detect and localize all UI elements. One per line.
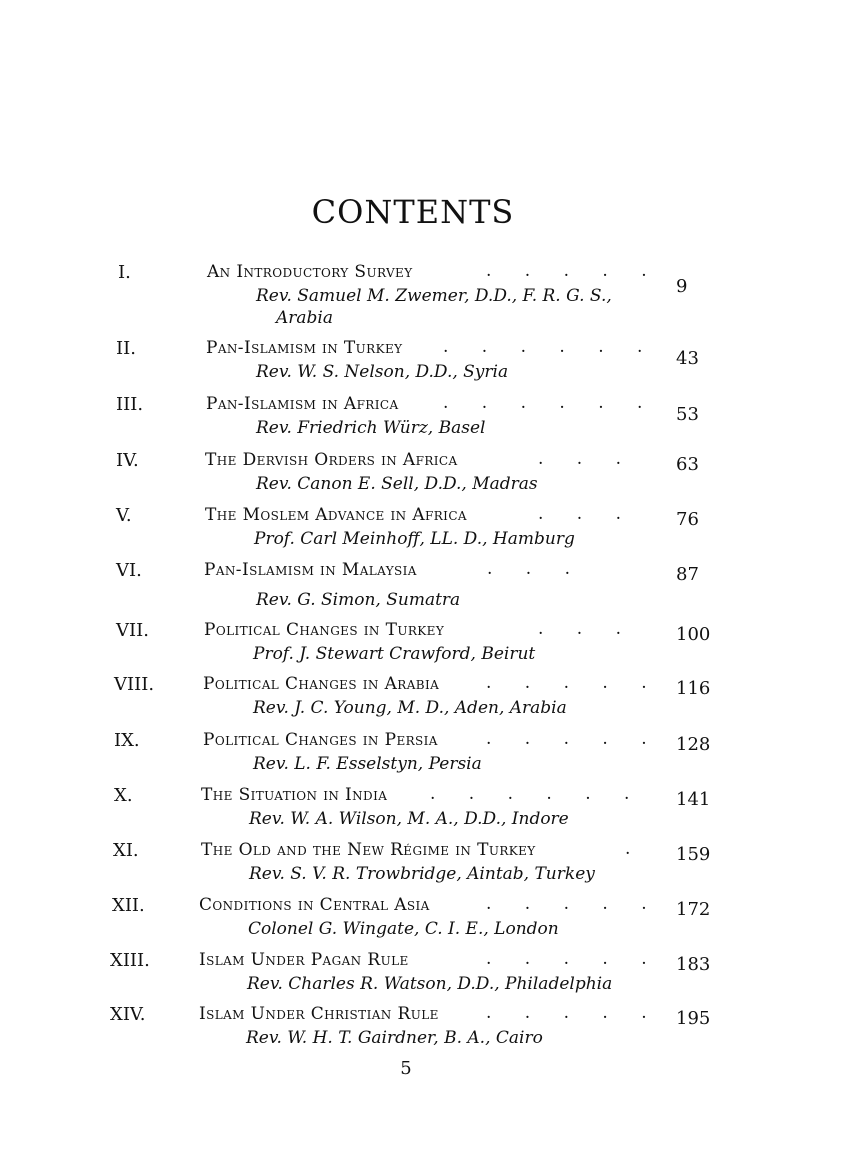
chapter-page-number: 128 xyxy=(676,734,711,755)
dot-leader: . . . . . xyxy=(486,894,661,914)
dot-leader: . . . . . xyxy=(486,949,661,969)
chapter-numeral: II. xyxy=(116,338,136,359)
chapter-page-number: 183 xyxy=(676,954,711,975)
chapter-title: Political Changes in Persia xyxy=(203,730,438,750)
chapter-title: Pan-Islamism in Malaysia xyxy=(204,560,417,580)
chapter-title: Political Changes in Turkey xyxy=(204,620,445,640)
chapter-author: Prof. J. Stewart Crawford, Beirut xyxy=(253,644,536,664)
chapter-page-number: 116 xyxy=(676,678,711,699)
chapter-page-number: 100 xyxy=(676,624,711,645)
chapter-numeral: X. xyxy=(114,785,133,806)
dot-leader: . . . . . . xyxy=(443,337,657,357)
chapter-page-number: 195 xyxy=(676,1008,711,1029)
chapter-author: Rev. L. F. Esselstyn, Persia xyxy=(253,754,482,774)
chapter-page-number: 159 xyxy=(676,844,711,865)
chapter-author: Prof. Carl Meinhoff, LL. D., Hamburg xyxy=(254,529,575,549)
chapter-title: Conditions in Central Asia xyxy=(199,895,430,915)
chapter-author: Rev. Samuel M. Zwemer, D.D., F. R. G. S., xyxy=(256,286,612,306)
chapter-numeral: XI. xyxy=(113,840,139,861)
dot-leader: . xyxy=(625,839,645,859)
dot-leader: . . . . . xyxy=(486,261,661,281)
chapter-numeral: III. xyxy=(116,394,144,415)
chapter-page-number: 141 xyxy=(676,789,711,810)
page-title: CONTENTS xyxy=(311,193,515,231)
chapter-author: Rev. S. V. R. Trowbridge, Aintab, Turkey xyxy=(249,864,595,884)
chapter-title: Islam Under Pagan Rule xyxy=(199,950,409,970)
chapter-page-number: 9 xyxy=(676,276,688,297)
dot-leader: . . . xyxy=(487,559,585,579)
chapter-title: An Introductory Survey xyxy=(207,262,413,282)
chapter-author: Rev. Canon E. Sell, D.D., Madras xyxy=(256,474,538,494)
chapter-numeral: V. xyxy=(116,505,132,526)
dot-leader: . . . xyxy=(538,619,636,639)
chapter-numeral: IV. xyxy=(116,450,139,471)
chapter-page-number: 63 xyxy=(676,454,699,475)
chapter-numeral: VIII. xyxy=(114,674,155,695)
chapter-title: Pan-Islamism in Africa xyxy=(206,394,399,414)
chapter-author: Rev. W. H. T. Gairdner, B. A., Cairo xyxy=(246,1028,543,1048)
chapter-page-number: 76 xyxy=(676,509,699,530)
dot-leader: . . . . . . xyxy=(430,784,644,804)
chapter-title: Pan-Islamism in Turkey xyxy=(206,338,403,358)
dot-leader: . . . xyxy=(538,449,636,469)
chapter-page-number: 43 xyxy=(676,348,699,369)
chapter-numeral: IX. xyxy=(114,730,140,751)
chapter-page-number: 172 xyxy=(676,899,711,920)
chapter-numeral: VI. xyxy=(116,560,142,581)
chapter-author-location: Arabia xyxy=(276,308,333,328)
chapter-numeral: XIII. xyxy=(110,950,150,971)
chapter-author: Rev. Charles R. Watson, D.D., Philadelphia xyxy=(247,974,613,994)
chapter-author: Rev. W. S. Nelson, D.D., Syria xyxy=(256,362,509,382)
chapter-author: Rev. G. Simon, Sumatra xyxy=(256,590,461,610)
chapter-author: Rev. W. A. Wilson, M. A., D.D., Indore xyxy=(249,809,569,829)
chapter-page-number: 87 xyxy=(676,564,699,585)
chapter-author: Rev. J. C. Young, M. D., Aden, Arabia xyxy=(253,698,567,718)
dot-leader: . . . . . xyxy=(486,1003,661,1023)
dot-leader: . . . . . . xyxy=(443,393,657,413)
chapter-author: Colonel G. Wingate, C. I. E., London xyxy=(248,919,559,939)
chapter-numeral: XIV. xyxy=(110,1004,146,1025)
chapter-title: The Dervish Orders in Africa xyxy=(205,450,458,470)
page-number: 5 xyxy=(400,1058,412,1079)
chapter-title: Political Changes in Arabia xyxy=(203,674,440,694)
dot-leader: . . . xyxy=(538,504,636,524)
chapter-title: The Situation in India xyxy=(201,785,388,805)
chapter-numeral: XII. xyxy=(112,895,145,916)
chapter-page-number: 53 xyxy=(676,404,699,425)
chapter-title: The Old and the New Régime in Turkey xyxy=(201,840,536,860)
chapter-author: Rev. Friedrich Würz, Basel xyxy=(256,418,486,438)
dot-leader: . . . . . xyxy=(486,673,661,693)
chapter-numeral: I. xyxy=(118,262,131,283)
dot-leader: . . . . . xyxy=(486,729,661,749)
chapter-numeral: VII. xyxy=(116,620,149,641)
chapter-title: The Moslem Advance in Africa xyxy=(205,505,467,525)
chapter-title: Islam Under Christian Rule xyxy=(199,1004,439,1024)
